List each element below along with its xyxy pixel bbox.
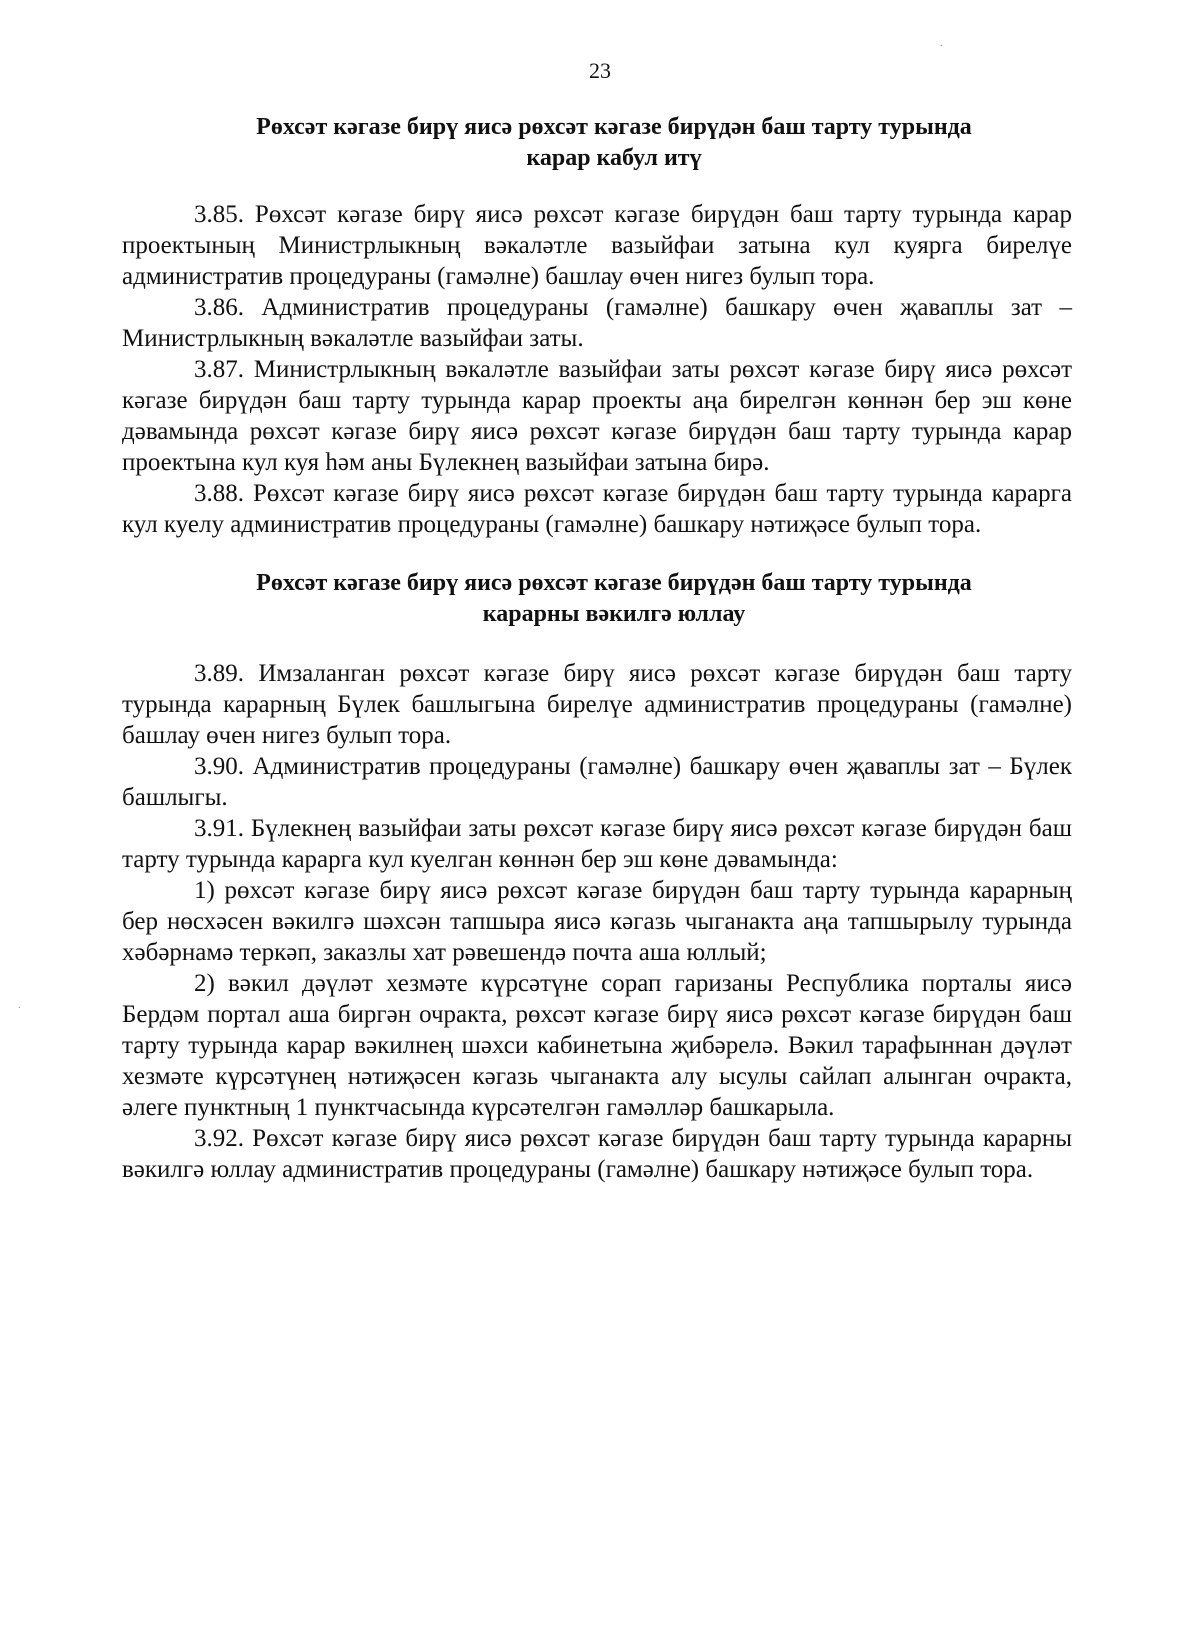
- paragraph-3-86: 3.86. Административ процедураны (гамәлне) башкару өчен җаваплы зат – Министрлыкның вәкаләтле вазыйфаи заты.: [122, 294, 1072, 352]
- paragraph-3-91-item-2: 2) вәкил дәүләт хезмәте күрсәтүне сорап гаризаны Республика порталы яисә Бердәм портал аша биргән очракта, рөхсәт кәгазе бирү яисә рөхсәт кәгазе бирүдән баш тарту турында карар вәкилнең шәхси кабинетына җибәрелә. Вәкил тарафыннан дәүләт хезмәте күрсәтүнең нәтиҗәсен кәгазь чыганакта алу ысулы сайлап алынган очракта, әлеге пунктның 1 пунктчасында күрсәтелгән гамәлләр башкарыла.: [122, 970, 1072, 1121]
- paragraph-3-91: 3.91. Бүлекнең вазыйфаи заты рөхсәт кәгазе бирү яисә рөхсәт кәгазе бирүдән баш тарту турында карарга кул куелган көннән бер эш көне дәвамында:: [122, 815, 1072, 873]
- heading-line: Рөхсәт кәгазе бирү яисә рөхсәт кәгазе бирүдән баш тарту турында: [256, 570, 972, 596]
- paragraph-3-90: 3.90. Административ процедураны (гамәлне) башкару өчен җаваплы зат – Бүлек башлыгы.: [122, 753, 1072, 811]
- heading-line: карар кабул итү: [526, 145, 702, 171]
- section-heading-2: [122, 568, 1072, 630]
- section-heading-1: [122, 112, 1072, 174]
- paragraph-3-88: 3.88. Рөхсәт кәгазе бирү яисә рөхсәт кәгазе бирүдән баш тарту турында карарга кул куелу административ процедураны (гамәлне) башкару нәтиҗәсе булып тора.: [122, 480, 1072, 538]
- paragraph-3-91-item-1: 1) рөхсәт кәгазе бирү яисә рөхсәт кәгазе бирүдән баш тарту турында карарның бер нөсхәсен вәкилгә шәхсән тапшыра яисә кәгазь чыганакта аңа тапшырылу турында хәбәрнамә теркәп, заказлы хат рәвешендә почта аша юллый;: [122, 877, 1072, 966]
- scan-speck: .: [18, 1000, 21, 1011]
- heading-line: Рөхсәт кәгазе бирү яисә рөхсәт кәгазе бирүдән баш тарту турында: [256, 114, 972, 140]
- document-body: [122, 112, 1072, 1185]
- paragraph-3-89: 3.89. Имзаланган рөхсәт кәгазе бирү яисә рөхсәт кәгазе бирүдән баш тарту турында карарның Бүлек башлыгына бирелүе административ процедураны (гамәлне) башлау өчен нигез булып тора.: [122, 660, 1072, 749]
- page-number: 23: [589, 58, 611, 83]
- paragraph-3-87: 3.87. Министрлыкның вәкаләтле вазыйфаи заты рөхсәт кәгазе бирү яисә рөхсәт кәгазе бирүдән баш тарту турында карар проекты аңа бирелгән көннән бер эш көне дәвамында рөхсәт кәгазе бирү яисә рөхсәт кәгазе бирүдән баш тарту турында карар проектына кул куя һәм аны Бүлекнең вазыйфаи затына бирә.: [122, 356, 1072, 476]
- paragraph-3-85: 3.85. Рөхсәт кәгазе бирү яисә рөхсәт кәгазе бирүдән баш тарту турында карар проектының Министрлыкның вәкаләтле вазыйфаи затына кул куярга бирелүе административ процедураны (гамәлне) башлау өчен нигез булып тора.: [122, 201, 1072, 290]
- heading-line: карарны вәкилгә юллау: [482, 601, 746, 627]
- paragraph-3-92: 3.92. Рөхсәт кәгазе бирү яисә рөхсәт кәгазе бирүдән баш тарту турында карарны вәкилгә юллау административ процедураны (гамәлне) башкару нәтиҗәсе булып тора.: [122, 1125, 1072, 1183]
- scan-speck: .: [940, 38, 943, 49]
